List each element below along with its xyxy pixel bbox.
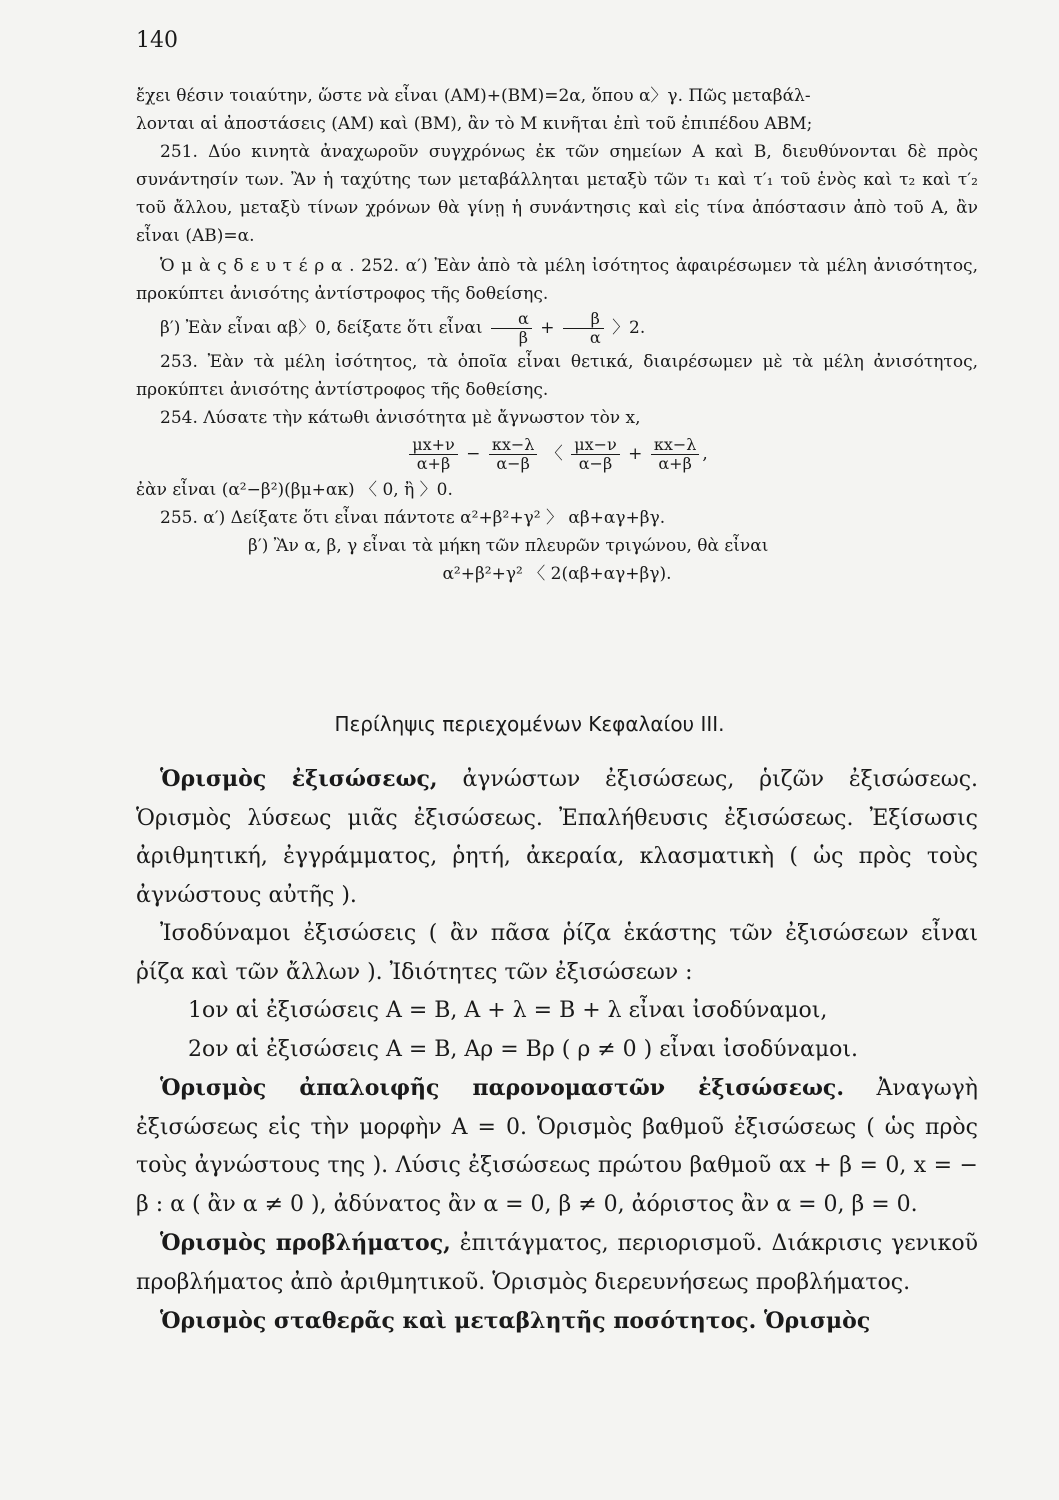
summary-text: ἐπιτάγματος, περιορισμοῦ. Διάκρισις γενικοῦ προβλήματος ἀπὸ ἀριθμητικοῦ. Ὁρισμὸς διερευνήσεως προβλήματος. xyxy=(136,1231,979,1295)
plus-sign: + xyxy=(540,318,555,338)
less-than-sign: 〈 xyxy=(545,444,563,464)
fraction-beta-over-alpha: $\frac{\beta}{\alpha}$ xyxy=(563,310,604,347)
comma: , xyxy=(702,444,708,464)
summary-term: Ὁρισμὸς σταθερᾶς καὶ μεταβλητῆς ποσότητος. Ὁρισμὸς xyxy=(160,1308,871,1334)
summary-term: Ὁρισμὸς ἀπαλοιφῆς παρονομαστῶν ἐξισώσεως. xyxy=(160,1075,844,1101)
summary-paragraph-2: Ἰσοδύναμοι ἐξισώσεις ( ἂν πᾶσα ῥίζα ἑκάστης τῶν ἐξισώσεων εἶναι ῥίζα καὶ τῶν ἄλλων ). Ἰδιότητες τῶν ἐξισώσεων : xyxy=(136,921,978,985)
summary-term: Ὁρισμὸς ἐξισώσεως, xyxy=(160,766,438,792)
inequality-254 xyxy=(136,432,978,476)
summary-paragraph-5 xyxy=(136,1302,978,1342)
exercise-255-a: 255. α′) Δείξατε ὅτι εἶναι πάντοτε α²+β²+γ² 〉 αβ+αγ+βγ. xyxy=(160,508,666,528)
condition-254: ἐὰν εἶναι (α²−β²)(βμ+ακ) 〈 0, ἢ 〉0. xyxy=(136,480,453,500)
fraction-2: $\frac{\kappa x-\lambda}{\alpha-\beta}$ xyxy=(489,436,538,473)
fraction-3: $\frac{\mu x-\nu}{\alpha-\beta}$ xyxy=(571,436,620,473)
fraction-alpha-over-beta: $\frac{\alpha}{\beta}$ xyxy=(491,310,532,347)
summary-heading: Περίληψις περιεχομένων Κεφαλαίου III. xyxy=(334,712,725,736)
exercise-255-b-formula: α²+β²+γ² 〈 2(αβ+αγ+βγ). xyxy=(442,564,672,584)
intro-line-2: λονται αἱ ἀποστάσεις (AM) καὶ (BM), ἂν τὸ M κινῆται ἐπὶ τοῦ ἐπιπέδου ABM; xyxy=(136,114,813,134)
summary-paragraph-1 xyxy=(136,760,978,915)
summary-paragraph-3 xyxy=(136,1069,978,1224)
fraction-4: $\frac{\kappa x-\lambda}{\alpha+\beta}$ xyxy=(651,436,700,473)
exercise-252-b xyxy=(136,308,978,348)
page-number: 140 xyxy=(136,28,178,53)
summary-text: ἀγνώστων ἐξισώσεως, ῥιζῶν ἐξισώσεως. Ὁρισμὸς λύσεως μιᾶς ἐξισώσεως. Ἐπαλήθευσις ἐξισώσεως. Ἐξίσωσις ἀριθμητική, ἐγγράμματος, ῥητή, ἀκεραία, κλασματικὴ ( ὡς πρὸς τοὺς ἀγνώστους αὐτῆς ). xyxy=(136,767,979,908)
summary-text: Ἀναγωγὴ ἐξισώσεως εἰς τὴν μορφὴν A = 0. Ὁρισμὸς βαθμοῦ ἐξισώσεως ( ὡς πρὸς τοὺς ἀγνώστους της ). Λύσις ἐξισώσεως πρώτου βαθμοῦ αx + β = 0, x = − β : α ( ἂν α ≠ 0 ), ἀδύνατος ἂν α = 0, β ≠ 0, ἀόριστος ἂν α = 0, β = 0. xyxy=(136,1076,978,1217)
property-1: 1ον αἱ ἐξισώσεις A = B, A + λ = B + λ εἶναι ἰσοδύναμοι, xyxy=(188,998,828,1023)
summary-term: Ὁρισμὸς προβλήματος, xyxy=(160,1230,451,1256)
exercise-252-b-suffix: 〉2. xyxy=(612,318,646,338)
summary-paragraph-4 xyxy=(136,1224,978,1302)
exercise-252-a-text: 252. α′) Ἐὰν ἀπὸ τὰ μέλη ἰσότητος ἀφαιρέσωμεν τὰ μέλη ἀνισότητος, προκύπτει ἀνισότης ἀντίστροφος τῆς δοθείσης. xyxy=(136,256,978,304)
exercise-255-b: β′) Ἂν α, β, γ εἶναι τὰ μήκη τῶν πλευρῶν τριγώνου, θὰ εἶναι xyxy=(248,536,769,556)
minus-sign: − xyxy=(466,444,481,464)
exercise-253: 253. Ἐὰν τὰ μέλη ἰσότητος, τὰ ὁποῖα εἶναι θετικά, διαιρέσωμεν μὲ τὰ μέλη ἀνισότητος, προκύπτει ἀνισότης ἀντίστροφος τῆς δοθείσης. xyxy=(136,352,978,400)
property-2: 2ον αἱ ἐξισώσεις A = B, Aρ = Bρ ( ρ ≠ 0 ) εἶναι ἰσοδύναμοι. xyxy=(188,1036,859,1062)
exercise-252-a xyxy=(136,252,978,308)
exercise-251: 251. Δύο κινητὰ ἀναχωροῦν συγχρόνως ἐκ τῶν σημείων A καὶ B, διευθύνονται δὲ πρὸς συνάντησίν των. Ἂν ἡ ταχύτης των μεταβάλληται μεταξὺ τῶν τ₁ καὶ τ′₁ τοῦ ἑνὸς καὶ τ₂ καὶ τ′₂ τοῦ ἄλλου, μεταξὺ τίνων χρόνων θὰ γίνῃ ἡ συνάντησις καὶ εἰς τίνα ἀπόστασιν ἀπὸ τοῦ A, ἂν εἶναι (AB)=α. xyxy=(136,142,978,246)
intro-line-1: ἔχει θέσιν τοιαύτην, ὥστε νὰ εἶναι (AM)+(BM)=2α, ὅπου α〉γ. Πῶς μεταβάλ- xyxy=(136,86,811,106)
fraction-1: $\frac{\mu x+\nu}{\alpha+\beta}$ xyxy=(409,436,458,473)
exercises-block xyxy=(136,82,978,588)
plus-sign: + xyxy=(628,444,643,464)
exercise-252-b-prefix: β′) Ἐὰν εἶναι αβ〉0, δείξατε ὅτι εἶναι xyxy=(160,318,483,338)
exercise-254: 254. Λύσατε τὴν κάτωθι ἀνισότητα μὲ ἄγνωστον τὸν x, xyxy=(160,408,641,428)
group-label: Ὁ μ ὰ ς δ ε υ τ έ ρ α . xyxy=(160,256,355,276)
summary-block xyxy=(136,760,978,1342)
